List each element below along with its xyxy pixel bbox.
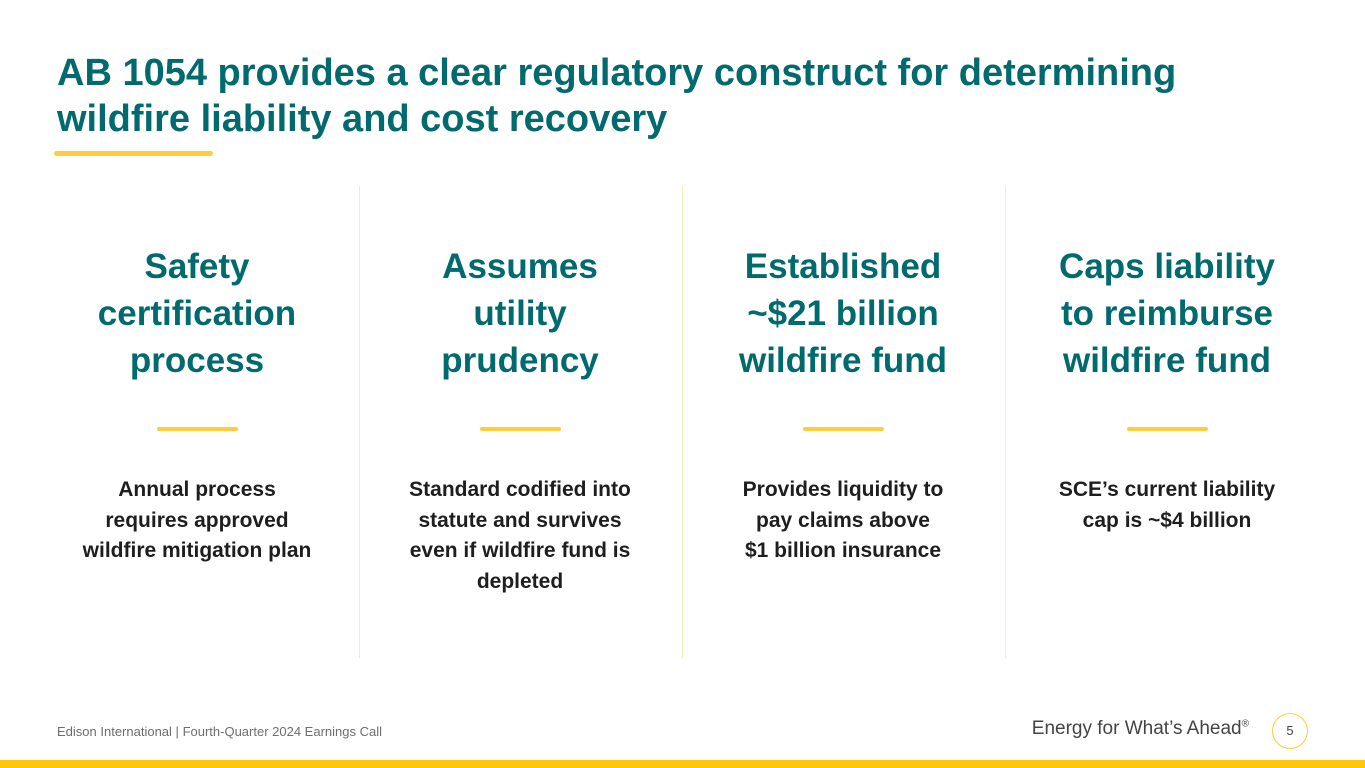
column-body-line: SCE’s current liability [1058,478,1276,501]
footer-company: Edison International [57,724,172,739]
column-heading-line: wildfire fund [738,341,948,380]
column-heading-line: Safety [144,247,250,286]
column-body-line: pay claims above [756,508,930,532]
column-heading-line: process [129,341,265,380]
column-heading-line: Caps liability [1059,247,1275,286]
column-heading-line: Established [744,247,942,286]
footer-tagline [1032,718,1249,740]
column-body-text [375,475,665,597]
column-safety-certification [47,243,347,567]
column-accent-rule [157,427,238,431]
column-accent-rule [803,427,884,431]
column-body-line: even if wildfire fund is [409,539,631,562]
column-wildfire-fund [693,243,993,567]
column-heading [370,243,670,393]
footer-event: Fourth-Quarter 2024 Earnings Call [182,724,382,739]
column-heading-line: utility [473,294,567,333]
column-body-line: Provides liquidity to [742,478,944,501]
column-body-line: Standard codified into [409,478,631,501]
column-body-text [698,475,988,567]
column-heading [1017,243,1317,393]
column-body-line: requires approved [105,508,289,532]
slide-title-line-2: wildfire liability and cost recovery [57,98,668,140]
column-accent-rule [480,427,561,431]
trademark-mark: ® [1241,718,1249,730]
page-number-badge: 5 [1272,713,1308,749]
column-body-line: Annual process [118,478,276,501]
column-heading-line: ~$21 billion [747,294,939,333]
column-divider-1 [359,186,360,658]
column-body-text [52,475,342,567]
column-body-line: cap is ~$4 billion [1082,508,1252,532]
slide-title-line-1: AB 1054 provides a clear regulatory construct for determining [57,52,1177,94]
column-body-text [1022,475,1312,536]
column-liability-cap [1017,243,1317,536]
column-utility-prudency [370,243,670,597]
title-underline-accent [54,151,213,156]
column-heading-line: certification [97,294,297,333]
column-body-line: $1 billion insurance [744,539,942,562]
column-heading-line: to reimburse [1061,294,1273,333]
column-heading [47,243,347,393]
column-heading [693,243,993,393]
footer-source [57,724,382,739]
column-heading-line: Assumes [442,247,598,286]
column-body-line: statute and survives [418,508,622,532]
column-heading-line: wildfire fund [1062,341,1272,380]
column-accent-rule [1127,427,1208,431]
footer-separator: | [175,724,179,739]
bottom-accent-bar [0,760,1365,768]
column-divider-3 [1005,186,1006,658]
column-divider-2 [682,186,683,658]
column-body-line: depleted [476,569,564,593]
column-body-line: wildfire mitigation plan [82,539,312,562]
tagline-text: Energy for What’s Ahead [1031,718,1242,739]
column-heading-line: prudency [441,341,599,380]
slide-title [57,50,1307,142]
